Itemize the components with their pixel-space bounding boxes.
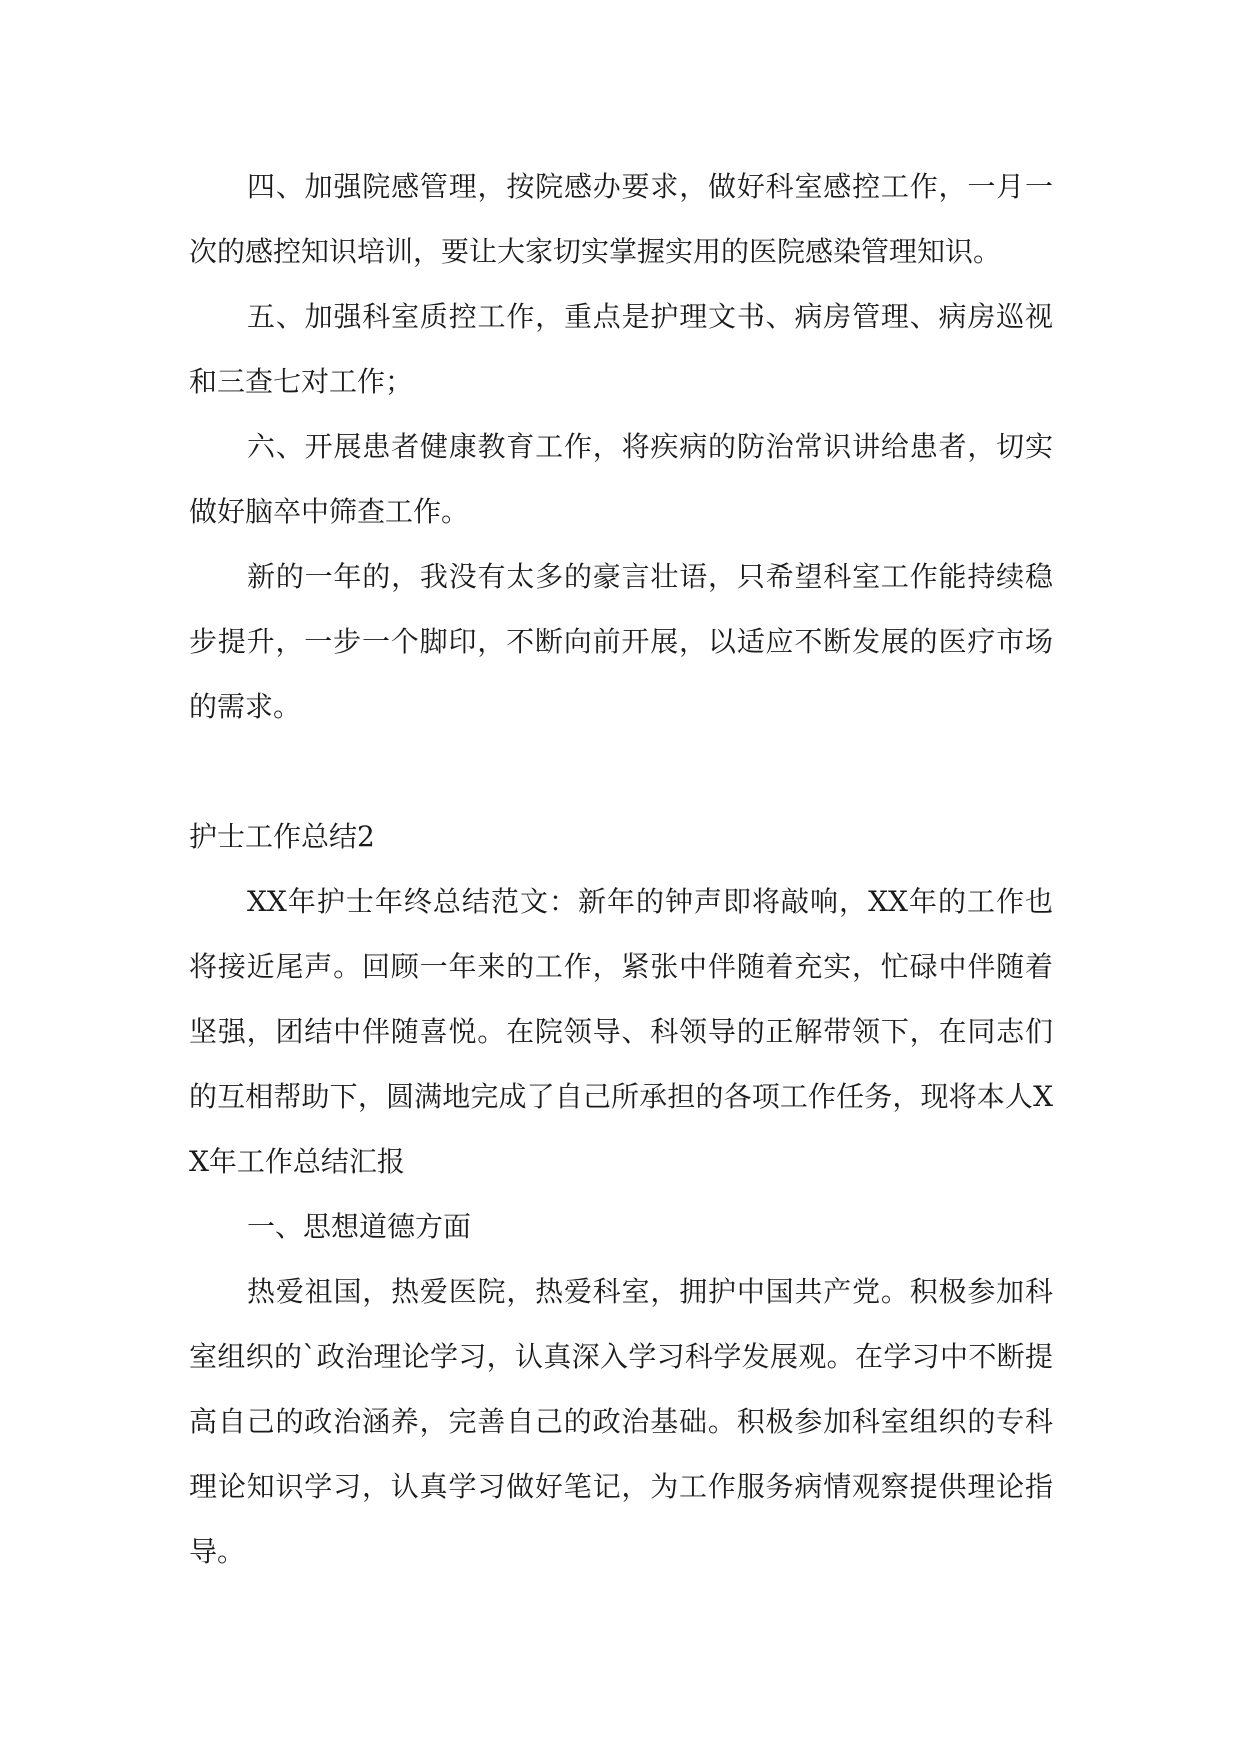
- section-title: 护士工作总结2: [189, 820, 375, 853]
- section-spacer: [189, 739, 1053, 804]
- subheading-ideology: 一、思想道德方面: [247, 1210, 472, 1243]
- paragraph-ideology: 热爱祖国，热爱医院，热爱科室，拥护中国共产党。积极参加科室组织的`政治理论学习，认真深入学习科学发展观。在学习中不断提高自己的政治涵养，完善自己的政治基础。积极参加科室组织的专科理论知识学习，认真学习做好笔记，为工作服务病情观察提供理论指导。: [189, 1275, 1053, 1568]
- paragraph-quality-control: 五、加强科室质控工作，重点是护理文书、病房管理、病房巡视和三查七对工作；: [189, 300, 1053, 398]
- paragraph-intro: XX年护士年终总结范文：新年的钟声即将敲响，XX年的工作也将接近尾声。回顾一年来的工作，紧张中伴随着充实，忙碌中伴随着坚强，团结中伴随喜悦。在院领导、科领导的正解带领下，在同志们的互相帮助下，圆满地完成了自己所承担的各项工作任务，现将本人XX年工作总结汇报: [189, 885, 1053, 1178]
- paragraph-new-year: 新的一年的，我没有太多的豪言壮语，只希望科室工作能持续稳步提升，一步一个脚印，不断向前开展，以适应不断发展的医疗市场的需求。: [189, 560, 1053, 723]
- paragraph-health-education: 六、开展患者健康教育工作，将疾病的防治常识讲给患者，切实做好脑卒中筛查工作。: [189, 430, 1053, 528]
- paragraph-infection-control: 四、加强院感管理，按院感办要求，做好科室感控工作，一月一次的感控知识培训，要让大家切实掌握实用的医院感染管理知识。: [189, 170, 1053, 268]
- document-body: [189, 154, 1053, 1584]
